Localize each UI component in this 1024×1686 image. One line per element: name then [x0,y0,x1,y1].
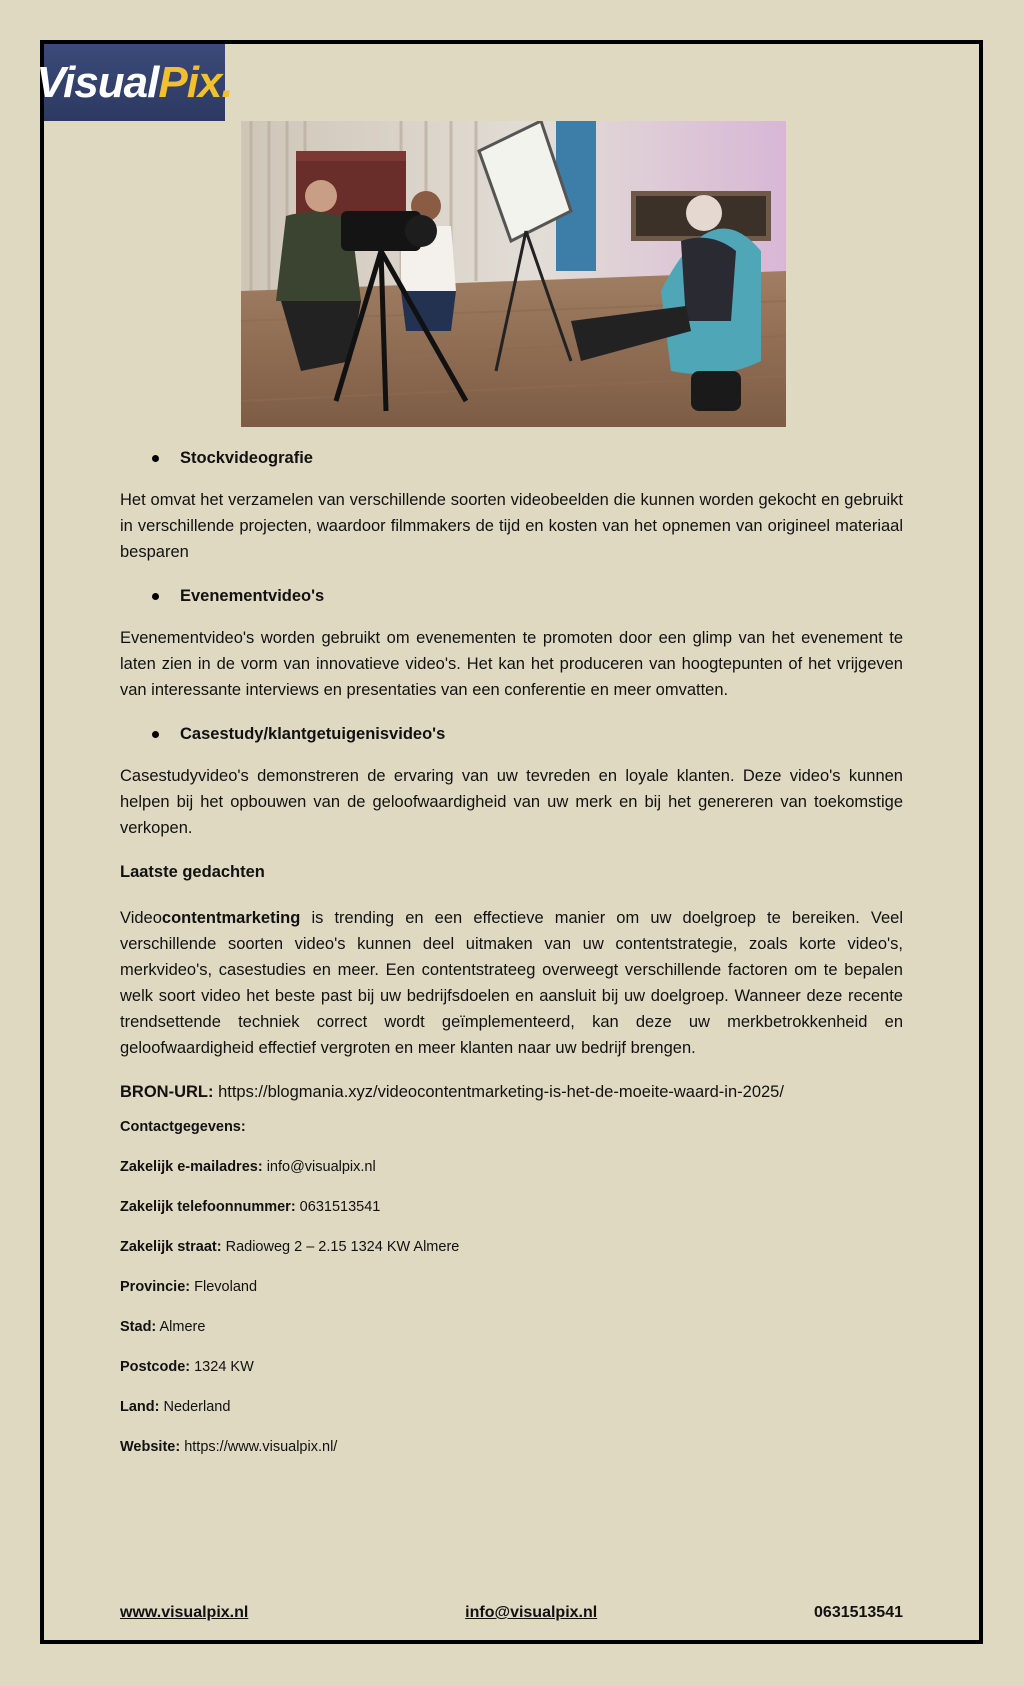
contact-postcode [120,1357,903,1377]
footer-website-link[interactable]: www.visualpix.nl [120,1604,249,1621]
section-heading-stockvideografie: Stockvideografie [120,445,903,471]
section-text-stockvideografie: Het omvat het verzamelen van verschillende soorten videobeelden die kunnen worden gekocht en gebruikt in verschillende projecten, waardoor filmmakers de tijd en kosten van het opnemen van origineel materiaal besparen [120,491,903,561]
contact-phone-label: Zakelijk telefoonnummer: [120,1199,296,1215]
footer-email-link[interactable]: info@visualpix.nl [465,1604,598,1621]
contact-street-label: Zakelijk straat: [120,1239,222,1255]
contact-website-label: Website: [120,1439,181,1455]
contact-website-value[interactable]: https://www.visualpix.nl/ [180,1439,338,1455]
source-link[interactable]: https://blogmania.xyz/videocontentmarketing-is-het-de-moeite-waard-in-2025/ [213,1083,784,1101]
source-label: BRON-URL: [120,1083,214,1101]
section-text-evenementvideos: Evenementvideo's worden gebruikt om evenementen te promoten door een glimp van het evenement te laten zien in de vorm van innovatieve video's. Het kan het produceren van hoogtepunten of het vrijgeven van interessante interviews en presentaties van een conferentie en meer omvatten. [120,629,903,699]
contact-province [120,1277,903,1297]
final-thoughts-heading: Laatste gedachten [120,863,265,881]
contact-city-value: Almere [156,1319,206,1335]
source-url [120,1079,903,1105]
final-thoughts-text [120,905,903,1061]
contact-phone [120,1197,903,1217]
contact-city-label: Stad: [120,1319,157,1335]
contact-country [120,1397,903,1417]
logo-text-pix: Pix. [158,57,233,107]
section-text-casestudy: Casestudyvideo's demonstreren de ervaring van uw tevreden en loyale klanten. Deze video's kunnen helpen bij het opbouwen van de geloofwaardigheid van uw merk en bij het genereren van toekomstige verkopen. [120,767,903,837]
contact-website [120,1437,903,1457]
contact-country-label: Land: [120,1399,160,1415]
final-bold-term: contentmarketing [161,909,301,927]
contact-email-value: info@visualpix.nl [262,1159,376,1175]
visualpix-logo [36,44,233,121]
contact-email [120,1157,903,1177]
contact-city [120,1317,903,1337]
contact-email-label: Zakelijk e-mailadres: [120,1159,263,1175]
contact-country-value: Nederland [159,1399,231,1415]
contact-heading [120,1117,903,1137]
contact-province-label: Provincie: [120,1279,191,1295]
article-content [120,445,903,1477]
footer-phone: 0631513541 [814,1604,903,1621]
contact-heading-text: Contactgegevens: [120,1119,246,1135]
final-prefix: Video [120,909,162,927]
contact-phone-value: 0631513541 [295,1199,381,1215]
contact-postcode-label: Postcode: [120,1359,191,1375]
video-shoot-photo [241,121,786,427]
section-heading-casestudy: Casestudy/klantgetuigenisvideo's [120,721,903,747]
page-footer [120,1604,903,1622]
section-heading-evenementvideos: Evenementvideo's [120,583,903,609]
contact-province-value: Flevoland [190,1279,258,1295]
final-body: is trending en een effectieve manier om uw doelgroep te bereiken. Veel verschillende soorten video's kunnen deel uitmaken van uw contentstrategie, zoals korte video's, merkvideo's, casestudies en meer. Een contentstrateeg overweegt verschillende factoren om te bepalen welk soort video het beste past bij uw bedrijfsdoelen en aansluit bij uw doelgroep. Wanneer deze recente trendsettende techniek correct wordt geïmplementeerd, kan deze uw merkbetrokkenheid en geloofwaardigheid effectief vergroten en meer klanten naar uw bedrijf brengen. [120,909,903,1057]
contact-street-value: Radioweg 2 – 2.15 1324 KW Almere [221,1239,460,1255]
contact-postcode-value: 1324 KW [190,1359,254,1375]
contact-street [120,1237,903,1257]
logo-text-visual: Visual [36,57,159,107]
